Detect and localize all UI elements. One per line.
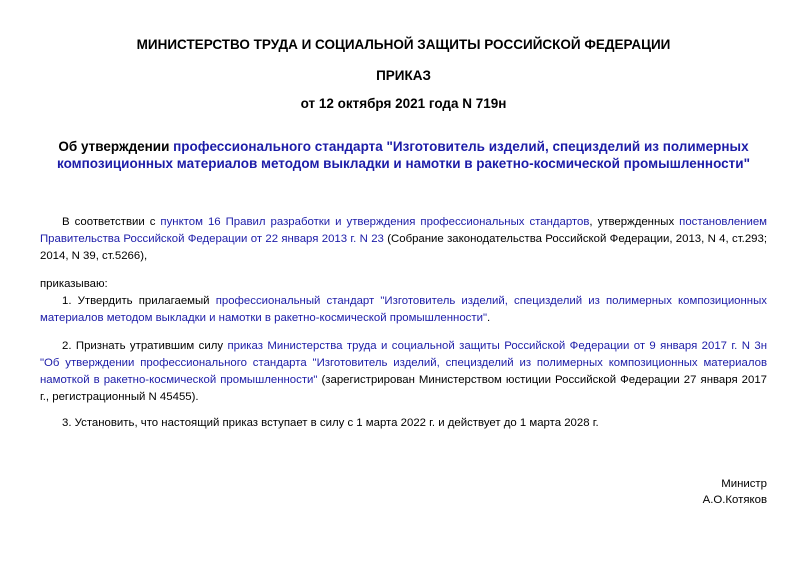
- ministry-heading: МИНИСТЕРСТВО ТРУДА И СОЦИАЛЬНОЙ ЗАЩИТЫ РОССИЙСКОЙ ФЕДЕРАЦИИ: [136, 37, 671, 52]
- item-2-text-2: (зарегистрирован Министерством юстиции Российской Федерации 27 января 2017 г., регистрационный N 45455).: [40, 374, 767, 403]
- item-1-paragraph: [40, 293, 767, 327]
- document-title: [40, 138, 767, 172]
- repealed-order-link[interactable]: приказ Министерства труда и социальной защиты Российской Федерации от 9 января 2017 г. N 3н "Об утверждении профессионального стандарта "Изготовитель изделий, специзделий из полимерных композиционных материалов намоткой в ракетно-космической промышленности": [40, 340, 767, 386]
- preamble-text-3: (Собрание законодательства Российской Федерации, 2013, N 4, ст.293; 2014, N 39, ст.5266),: [40, 233, 767, 262]
- item-1-text-2: .: [487, 312, 491, 324]
- orders-word: приказываю:: [40, 278, 108, 290]
- signature-name: А.О.Котяков: [702, 494, 767, 506]
- government-decree-link[interactable]: постановлением Правительства Российской Федерации от 22 января 2013 г. N 23: [40, 216, 767, 245]
- rules-link[interactable]: пунктом 16 Правил разработки и утверждения профессиональных стандартов: [160, 216, 590, 228]
- item-1-text-1: 1. Утвердить прилагаемый: [62, 295, 216, 307]
- preamble-text-2: , утвержденных: [589, 216, 680, 228]
- preamble-text-1: В соответствии с: [62, 216, 161, 228]
- title-standard-link[interactable]: профессионального стандарта "Изготовитель изделий, специзделий из полимерных композиционных материалов методом выкладки и намотки в ракетно-космической промышленности": [57, 139, 750, 171]
- signature-position: Министр: [721, 478, 767, 490]
- item-2-paragraph: [40, 338, 767, 406]
- item-3-paragraph: 3. Установить, что настоящий приказ вступает в силу с 1 марта 2022 г. и действует до 1 марта 2028 г.: [62, 417, 599, 429]
- doc-type-heading: ПРИКАЗ: [376, 68, 431, 83]
- preamble-paragraph: [40, 214, 767, 265]
- date-number-heading: от 12 октября 2021 года N 719н: [300, 96, 507, 111]
- standard-link[interactable]: профессиональный стандарт "Изготовитель изделий, специзделий из полимерных композиционных материалов методом выкладки и намотки в ракетно-космической промышленности": [40, 295, 767, 324]
- item-2-text-1: 2. Признать утратившим силу: [62, 340, 228, 352]
- title-prefix: Об утверждении: [58, 139, 174, 154]
